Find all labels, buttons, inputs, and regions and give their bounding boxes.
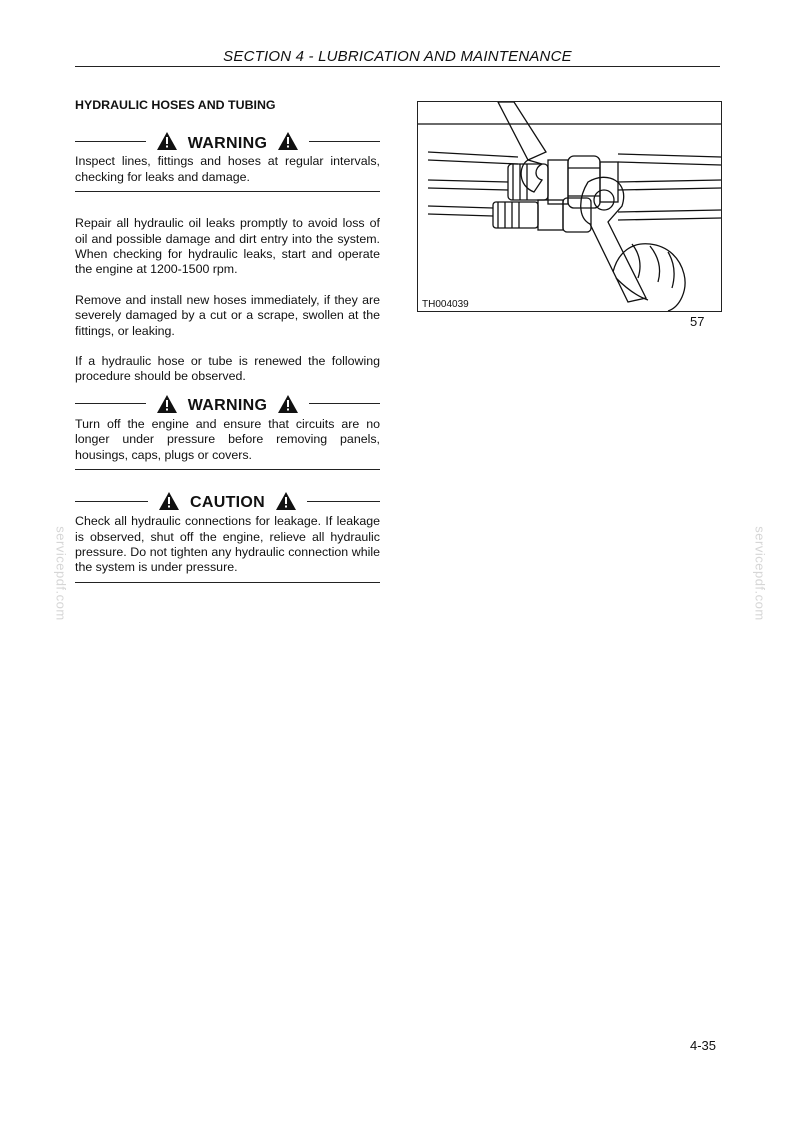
caution-heading <box>75 488 380 514</box>
divider <box>75 403 146 404</box>
wrench-on-hose-fitting-illustration <box>418 102 721 311</box>
caution-label: CAUTION <box>190 494 265 512</box>
watermark: servicepdf.com <box>53 526 69 621</box>
warning-text: Inspect lines, fittings and hoses at regular intervals, checking for leaks and damage. <box>75 154 380 192</box>
warning-triangle-icon <box>278 132 298 150</box>
warning-triangle-icon <box>157 132 177 150</box>
figure-code: TH004039 <box>422 299 469 310</box>
divider <box>309 141 380 142</box>
main-column <box>75 98 380 601</box>
warning-box <box>75 391 380 470</box>
section-title: HYDRAULIC HOSES AND TUBING <box>75 98 276 112</box>
warning-triangle-icon <box>157 395 177 413</box>
warning-triangle-icon <box>278 395 298 413</box>
divider <box>307 501 380 502</box>
warning-label: WARNING <box>187 397 268 415</box>
divider <box>75 141 146 142</box>
figure-number: 57 <box>690 314 705 329</box>
caution-text: Check all hydraulic connections for leakage. If leakage is observed, shut off the engine, relieve all hydraulic pressure. Do not tighten any hydraulic connection while the system is under pressure. <box>75 514 380 583</box>
warning-triangle-icon <box>159 492 179 510</box>
warning-triangle-icon <box>276 492 296 510</box>
warning-text: Turn off the engine and ensure that circuits are no longer under pressure before removing panels, housings, caps, plugs or covers. <box>75 417 380 470</box>
caution-box <box>75 488 380 583</box>
body-paragraph: If a hydraulic hose or tube is renewed the following procedure should be observed. <box>75 354 380 384</box>
page-header: SECTION 4 - LUBRICATION AND MAINTENANCE <box>75 48 720 67</box>
warning-box <box>75 128 380 192</box>
warning-heading <box>75 391 380 417</box>
divider <box>309 403 380 404</box>
divider <box>75 501 148 502</box>
watermark: servicepdf.com <box>752 526 768 621</box>
body-paragraph: Repair all hydraulic oil leaks promptly to avoid loss of oil and possible damage and dirt entry into the system. When checking for hydraulic leaks, start and operate the engine at 1200-1500 rpm. <box>75 216 380 277</box>
warning-heading <box>75 128 380 154</box>
page-number: 4-35 <box>690 1038 717 1053</box>
warning-label: WARNING <box>187 134 268 152</box>
body-paragraph: Remove and install new hoses immediately, if they are severely damaged by a cut or a scrape, swollen at the fittings, or leaking. <box>75 292 380 338</box>
figure-illustration <box>417 101 722 312</box>
